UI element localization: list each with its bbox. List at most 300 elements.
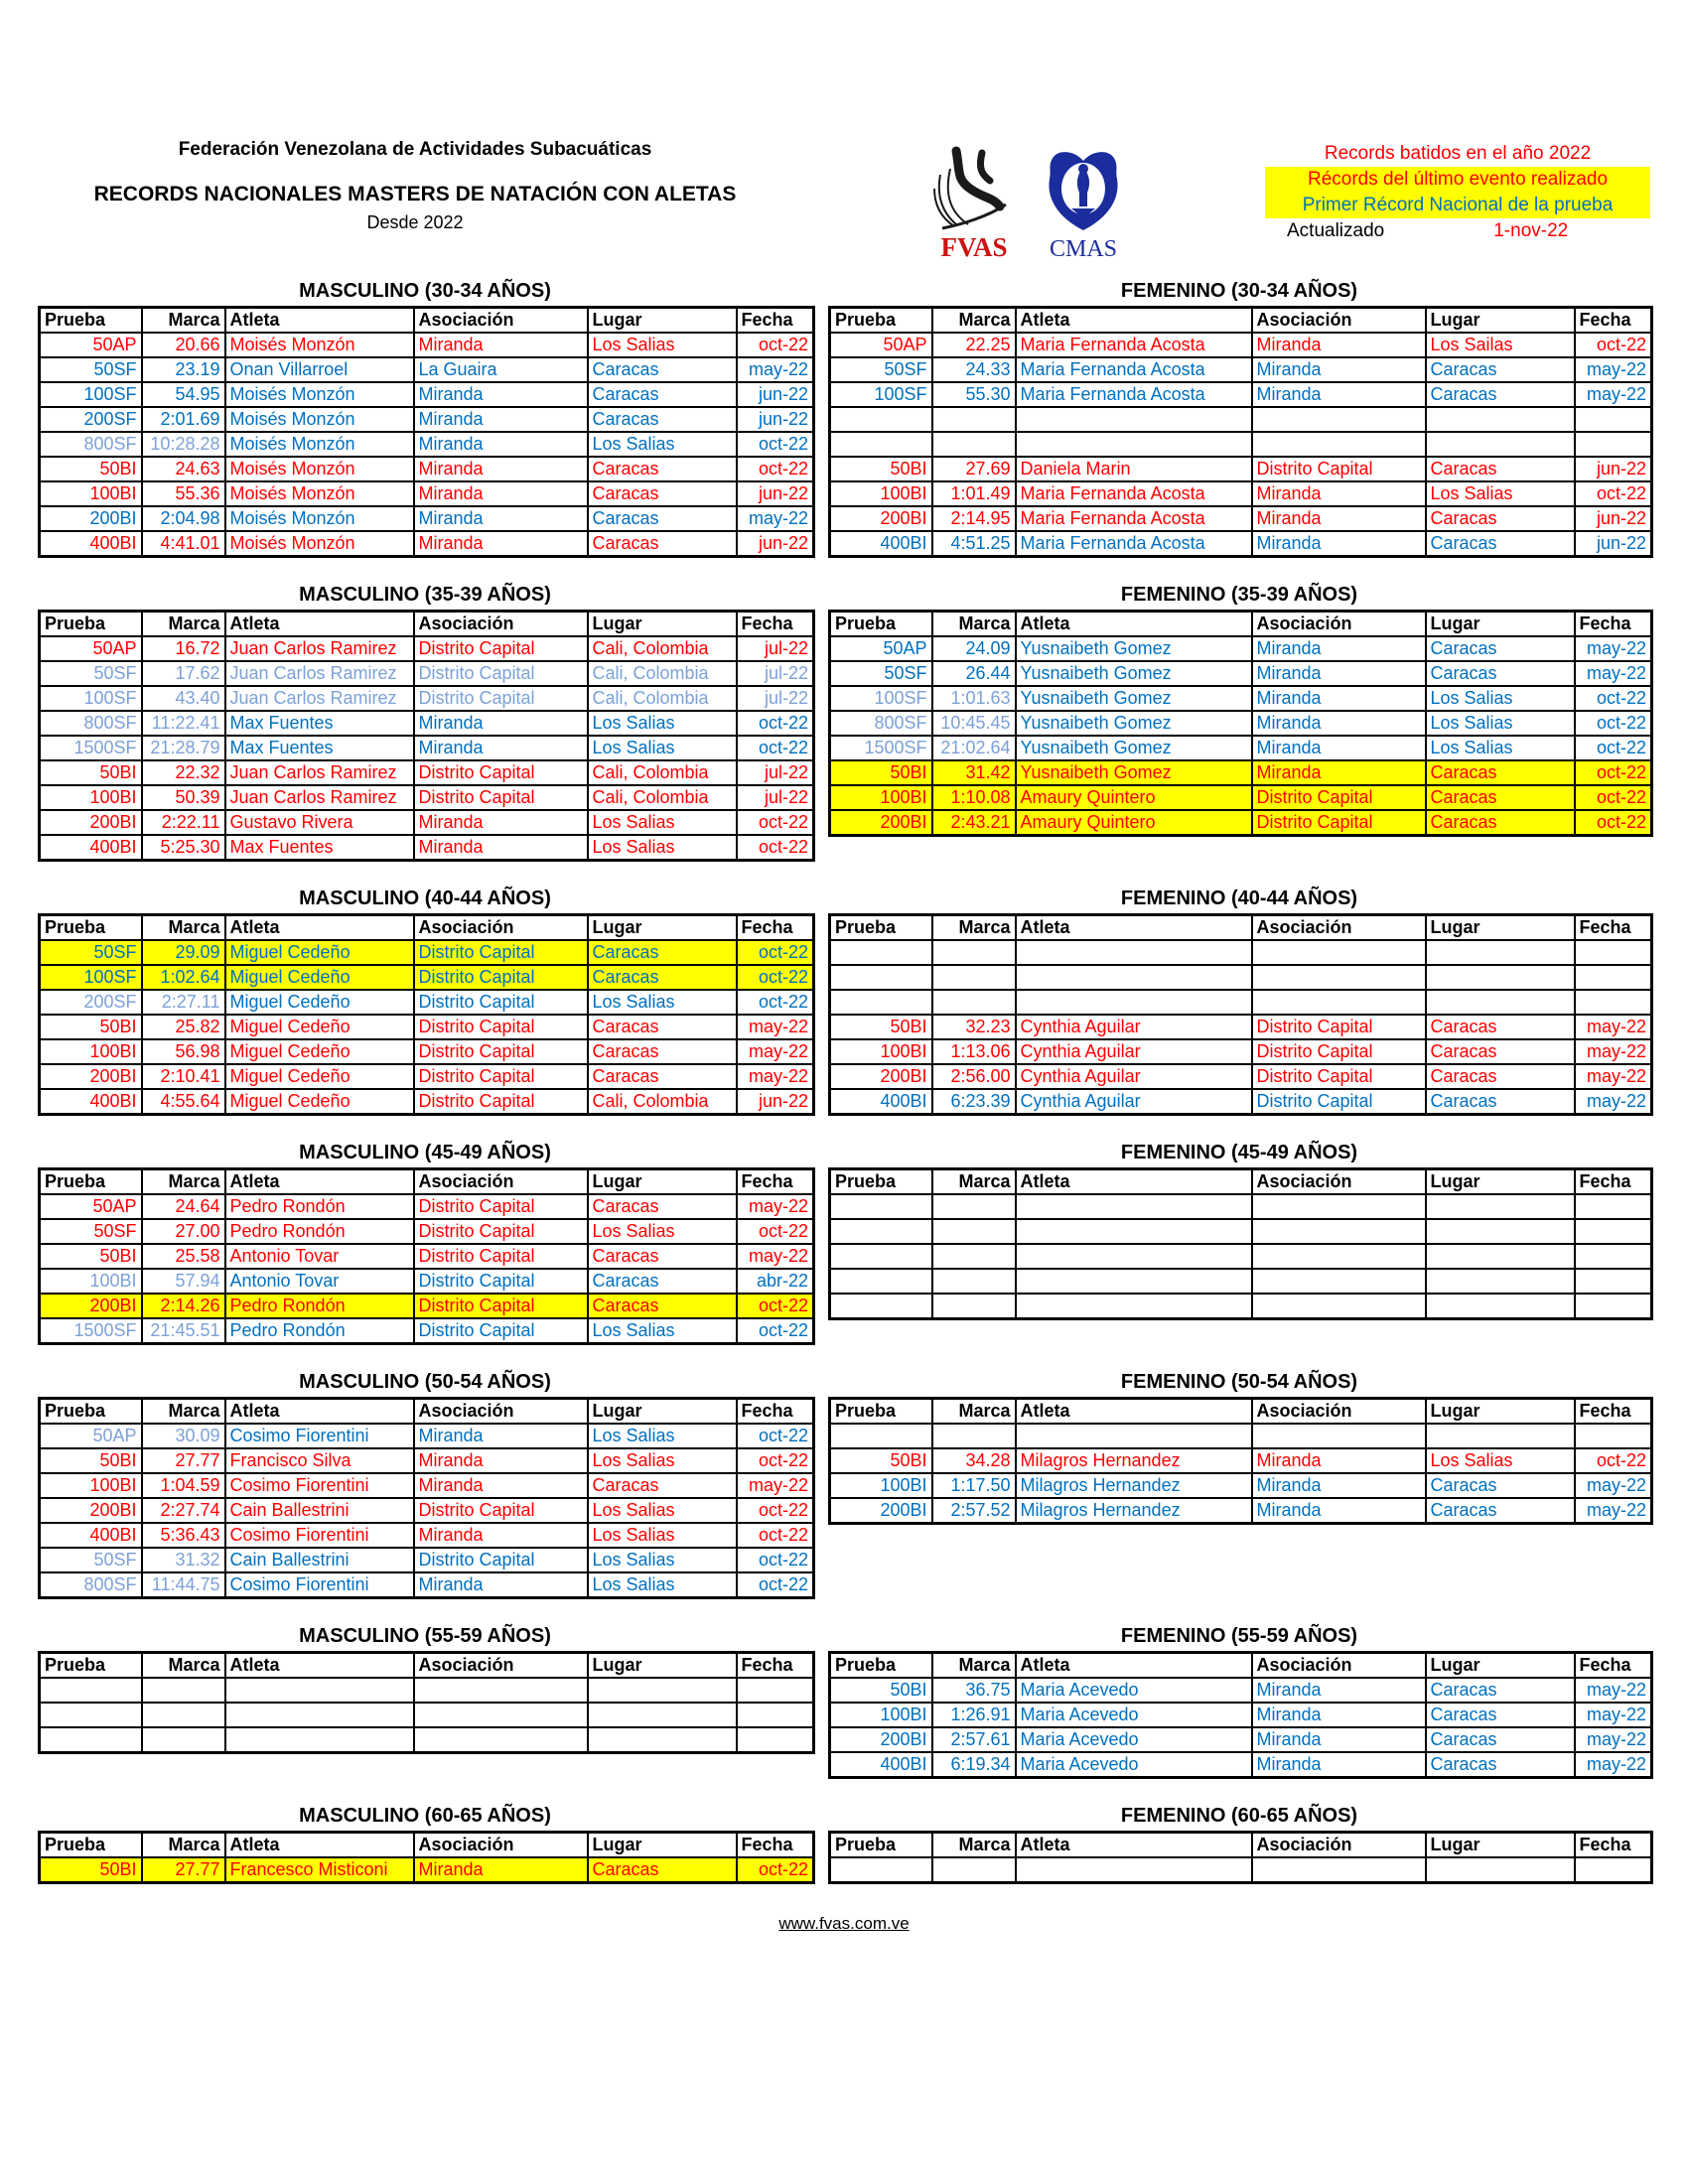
cell-fecha	[1575, 407, 1652, 432]
cell-lugar: Caracas	[588, 457, 737, 481]
cell-lugar: Los Salias	[588, 990, 737, 1015]
table-row	[830, 636, 1652, 661]
table-row	[830, 333, 1652, 357]
table-header-row	[40, 1399, 814, 1425]
cell-prueba: 50SF	[40, 1219, 142, 1244]
cell-marca: 2:27.74	[142, 1498, 225, 1523]
cell-marca: 25.82	[142, 1015, 225, 1039]
table-row	[40, 481, 814, 506]
cell-atleta	[1016, 940, 1252, 965]
table-row	[40, 940, 814, 965]
cell-asociacion: Distrito Capital	[1252, 810, 1426, 836]
cell-atleta: Antonio Tovar	[225, 1244, 414, 1269]
table-header-row	[830, 308, 1652, 334]
cell-atleta: Cain Ballestrini	[225, 1498, 414, 1523]
cell-marca: 30.09	[142, 1424, 225, 1448]
section-row	[38, 1805, 1650, 1884]
cell-prueba: 50BI	[830, 457, 932, 481]
cell-fecha: may-22	[1575, 1752, 1652, 1778]
cell-asociacion: Distrito Capital	[414, 760, 588, 785]
table-row	[40, 1089, 814, 1115]
cell-lugar	[1426, 965, 1575, 990]
cell-prueba: 100BI	[830, 785, 932, 810]
cell-marca: 4:55.64	[142, 1089, 225, 1115]
cell-lugar: Caracas	[1426, 636, 1575, 661]
column-header: Atleta	[1016, 915, 1252, 941]
cell-asociacion: Distrito Capital	[414, 1194, 588, 1219]
cell-atleta	[225, 1678, 414, 1703]
column-header: Prueba	[40, 915, 142, 941]
legend-item: Récords del último evento realizado	[1265, 167, 1650, 193]
cell-asociacion	[1252, 1269, 1426, 1294]
cell-atleta: Cain Ballestrini	[225, 1548, 414, 1572]
cell-marca: 11:44.75	[142, 1572, 225, 1598]
cell-lugar: Los Salias	[588, 1548, 737, 1572]
column-header: Marca	[932, 1833, 1016, 1858]
cell-lugar: Caracas	[1426, 457, 1575, 481]
cell-atleta: Maria Fernanda Acosta	[1016, 333, 1252, 357]
cell-lugar	[1426, 1857, 1575, 1883]
table-row	[830, 457, 1652, 481]
cell-prueba: 50AP	[40, 1424, 142, 1448]
cell-marca: 1:02.64	[142, 965, 225, 990]
cell-asociacion	[1252, 1294, 1426, 1319]
cell-fecha: oct-22	[1575, 333, 1652, 357]
cell-lugar: Caracas	[588, 940, 737, 965]
updated-date: 1-nov-22	[1493, 220, 1569, 241]
column-header: Lugar	[588, 1653, 737, 1679]
cell-lugar: Caracas	[1426, 1727, 1575, 1752]
column-header: Asociación	[1252, 915, 1426, 941]
cell-fecha: oct-22	[737, 835, 814, 861]
records-table-block-male	[38, 1625, 812, 1754]
column-header: Marca	[142, 1653, 225, 1679]
cell-lugar: Caracas	[588, 1015, 737, 1039]
cell-fecha: oct-22	[737, 965, 814, 990]
cell-asociacion: Distrito Capital	[1252, 785, 1426, 810]
column-header: Fecha	[1575, 1169, 1652, 1195]
cell-marca	[932, 990, 1016, 1015]
table-row	[830, 1703, 1652, 1727]
cell-lugar: Caracas	[1426, 1064, 1575, 1089]
cell-marca: 4:41.01	[142, 531, 225, 557]
cell-asociacion	[1252, 432, 1426, 457]
cell-atleta: Maria Acevedo	[1016, 1678, 1252, 1703]
column-header: Marca	[142, 1169, 225, 1195]
cell-prueba: 100BI	[40, 1269, 142, 1294]
cell-fecha: oct-22	[737, 1448, 814, 1473]
footer	[38, 1914, 1650, 1934]
cell-prueba: 50BI	[40, 1857, 142, 1883]
cell-prueba: 50SF	[830, 661, 932, 686]
table-row	[830, 1473, 1652, 1498]
records-table	[38, 1397, 815, 1599]
cell-fecha	[1575, 1219, 1652, 1244]
cell-asociacion	[1252, 1857, 1426, 1883]
cell-marca: 24.63	[142, 457, 225, 481]
cell-lugar: Caracas	[588, 1473, 737, 1498]
column-header: Marca	[932, 1653, 1016, 1679]
column-header: Prueba	[40, 1653, 142, 1679]
cell-prueba: 50BI	[830, 1448, 932, 1473]
cell-marca: 50.39	[142, 785, 225, 810]
column-header: Lugar	[588, 612, 737, 637]
table-title: FEMENINO (35-39 AÑOS)	[1120, 584, 1358, 606]
table-row	[830, 1448, 1652, 1473]
cell-asociacion: Distrito Capital	[414, 940, 588, 965]
cell-fecha: oct-22	[737, 1424, 814, 1448]
column-header: Atleta	[225, 1833, 414, 1858]
cell-asociacion: Miranda	[1252, 1727, 1426, 1752]
table-header-row	[40, 1653, 814, 1679]
column-header: Asociación	[1252, 1169, 1426, 1195]
cell-prueba: 200BI	[40, 1294, 142, 1318]
table-header-row	[830, 1399, 1652, 1425]
cell-asociacion: Miranda	[414, 531, 588, 557]
table-row	[40, 1448, 814, 1473]
cell-asociacion: Miranda	[414, 835, 588, 861]
cell-prueba: 400BI	[40, 835, 142, 861]
column-header: Fecha	[1575, 1399, 1652, 1425]
cell-marca: 10:45.45	[932, 711, 1016, 736]
cell-marca: 26.44	[932, 661, 1016, 686]
cell-atleta	[1016, 1269, 1252, 1294]
table-header-row	[830, 612, 1652, 637]
cell-marca: 17.62	[142, 661, 225, 686]
column-header: Atleta	[225, 612, 414, 637]
cell-lugar: Caracas	[1426, 810, 1575, 836]
column-header: Atleta	[225, 915, 414, 941]
column-header: Atleta	[225, 308, 414, 334]
cell-marca: 27.69	[932, 457, 1016, 481]
cell-lugar: Los Sailas	[1426, 333, 1575, 357]
column-header: Atleta	[1016, 612, 1252, 637]
table-row-empty	[830, 990, 1652, 1015]
cell-atleta	[1016, 990, 1252, 1015]
cell-lugar: Caracas	[588, 382, 737, 407]
cell-atleta: Miguel Cedeño	[225, 965, 414, 990]
cell-marca: 1:17.50	[932, 1473, 1016, 1498]
section-row	[38, 584, 1650, 862]
cell-fecha	[1575, 1857, 1652, 1883]
cell-prueba: 200BI	[40, 1064, 142, 1089]
cell-asociacion: Distrito Capital	[414, 965, 588, 990]
table-header-row	[830, 1653, 1652, 1679]
cell-atleta: Moisés Monzón	[225, 382, 414, 407]
cell-fecha: oct-22	[737, 940, 814, 965]
cell-atleta: Juan Carlos Ramirez	[225, 760, 414, 785]
cell-atleta: Cynthia Aguilar	[1016, 1089, 1252, 1115]
table-row-empty	[830, 1269, 1652, 1294]
cell-lugar: Cali, Colombia	[588, 760, 737, 785]
cell-prueba	[830, 1294, 932, 1319]
cell-marca: 27.77	[142, 1448, 225, 1473]
column-header: Marca	[932, 308, 1016, 334]
records-table	[828, 1167, 1653, 1320]
cell-fecha: may-22	[1575, 636, 1652, 661]
cell-marca: 2:10.41	[142, 1064, 225, 1089]
cell-prueba: 200BI	[830, 506, 932, 531]
records-table	[38, 610, 815, 862]
cell-prueba: 100BI	[830, 481, 932, 506]
table-row-empty	[830, 1857, 1652, 1883]
cell-fecha: oct-22	[1575, 736, 1652, 760]
cell-prueba: 200BI	[40, 506, 142, 531]
table-row	[40, 636, 814, 661]
cell-asociacion: Miranda	[414, 1857, 588, 1883]
records-table	[828, 610, 1653, 837]
cell-marca	[932, 1294, 1016, 1319]
cell-asociacion: Distrito Capital	[1252, 457, 1426, 481]
cell-prueba: 50SF	[40, 1548, 142, 1572]
cell-prueba: 100BI	[40, 1039, 142, 1064]
cell-atleta: Cosimo Fiorentini	[225, 1424, 414, 1448]
cell-marca	[932, 1857, 1016, 1883]
cell-asociacion: Miranda	[1252, 357, 1426, 382]
cell-atleta: Cosimo Fiorentini	[225, 1572, 414, 1598]
cell-asociacion: Distrito Capital	[1252, 1015, 1426, 1039]
legend-item: Records batidos en el año 2022	[1324, 143, 1592, 164]
cell-lugar: Caracas	[1426, 1752, 1575, 1778]
cell-lugar: Caracas	[588, 965, 737, 990]
cell-prueba	[830, 1269, 932, 1294]
cell-fecha: jul-22	[737, 636, 814, 661]
cell-marca	[932, 1269, 1016, 1294]
column-header: Asociación	[414, 1399, 588, 1425]
cell-atleta: Maria Acevedo	[1016, 1752, 1252, 1778]
cell-marca: 27.00	[142, 1219, 225, 1244]
organization-name: Federación Venezolana de Actividades Subacuáticas	[178, 139, 652, 160]
table-header-row	[830, 1833, 1652, 1858]
cell-prueba	[40, 1678, 142, 1703]
cell-fecha: oct-22	[1575, 686, 1652, 711]
cell-asociacion: Miranda	[414, 407, 588, 432]
cell-marca: 2:14.95	[932, 506, 1016, 531]
cell-asociacion: Distrito Capital	[414, 1294, 588, 1318]
cell-lugar: Caracas	[588, 357, 737, 382]
cell-lugar: Los Salias	[588, 711, 737, 736]
cell-asociacion: Miranda	[1252, 382, 1426, 407]
cell-atleta: Maria Fernanda Acosta	[1016, 357, 1252, 382]
cell-atleta: Pedro Rondón	[225, 1194, 414, 1219]
cell-fecha: oct-22	[737, 1498, 814, 1523]
cell-fecha: oct-22	[737, 1219, 814, 1244]
cell-asociacion: Distrito Capital	[1252, 1039, 1426, 1064]
cell-fecha: oct-22	[737, 990, 814, 1015]
cell-prueba: 200BI	[830, 810, 932, 836]
table-row	[830, 357, 1652, 382]
cell-prueba: 50BI	[40, 1244, 142, 1269]
records-table	[828, 1397, 1653, 1525]
cell-atleta: Francesco Misticoni	[225, 1857, 414, 1883]
cell-fecha: may-22	[737, 1244, 814, 1269]
table-row	[40, 357, 814, 382]
cell-marca: 31.32	[142, 1548, 225, 1572]
cell-fecha: oct-22	[737, 1548, 814, 1572]
table-title: FEMENINO (40-44 AÑOS)	[1120, 887, 1358, 909]
cell-fecha: oct-22	[737, 457, 814, 481]
cell-asociacion: Miranda	[1252, 481, 1426, 506]
cell-asociacion: Miranda	[1252, 506, 1426, 531]
cell-prueba: 50SF	[40, 661, 142, 686]
cell-marca: 55.30	[932, 382, 1016, 407]
records-table-block-male	[38, 1805, 812, 1884]
cell-atleta: Max Fuentes	[225, 835, 414, 861]
records-table	[38, 1651, 815, 1754]
cell-marca: 10:28.28	[142, 432, 225, 457]
cell-lugar	[1426, 1269, 1575, 1294]
records-table	[38, 913, 815, 1116]
cell-prueba: 200BI	[830, 1498, 932, 1524]
column-header: Fecha	[737, 1169, 814, 1195]
record-sections	[38, 280, 1650, 1884]
table-row	[830, 711, 1652, 736]
table-row	[830, 785, 1652, 810]
cell-fecha: jun-22	[737, 407, 814, 432]
cell-atleta: Pedro Rondón	[225, 1219, 414, 1244]
cell-fecha: jul-22	[737, 760, 814, 785]
cell-marca: 56.98	[142, 1039, 225, 1064]
cell-atleta: Miguel Cedeño	[225, 1064, 414, 1089]
cell-atleta	[225, 1727, 414, 1753]
cell-asociacion	[1252, 940, 1426, 965]
cell-fecha	[737, 1727, 814, 1753]
cell-atleta: Cynthia Aguilar	[1016, 1015, 1252, 1039]
cell-atleta	[1016, 432, 1252, 457]
column-header: Fecha	[737, 915, 814, 941]
column-header: Asociación	[1252, 308, 1426, 334]
cell-asociacion: Distrito Capital	[414, 1039, 588, 1064]
cell-lugar: Los Salias	[588, 810, 737, 835]
cell-fecha: may-22	[1575, 1703, 1652, 1727]
cell-lugar: Los Salias	[1426, 481, 1575, 506]
column-header: Prueba	[830, 1399, 932, 1425]
table-row	[830, 1064, 1652, 1089]
cell-fecha: oct-22	[737, 736, 814, 760]
cell-prueba: 200BI	[830, 1064, 932, 1089]
section-row	[38, 1371, 1650, 1599]
cell-prueba	[830, 407, 932, 432]
cell-marca: 2:57.52	[932, 1498, 1016, 1524]
cell-lugar: Caracas	[1426, 1015, 1575, 1039]
table-row	[40, 1219, 814, 1244]
cell-fecha	[1575, 990, 1652, 1015]
column-header: Fecha	[1575, 612, 1652, 637]
cell-prueba: 100BI	[40, 1473, 142, 1498]
footer-link[interactable]: www.fvas.com.ve	[778, 1914, 910, 1933]
fvas-logo	[926, 145, 1022, 262]
cell-marca: 22.25	[932, 333, 1016, 357]
table-row-empty	[830, 965, 1652, 990]
cell-prueba	[830, 1219, 932, 1244]
cell-atleta: Moisés Monzón	[225, 506, 414, 531]
cell-atleta: Yusnaibeth Gomez	[1016, 736, 1252, 760]
cell-lugar: Los Salias	[1426, 736, 1575, 760]
table-row	[830, 661, 1652, 686]
cell-marca: 1:10.08	[932, 785, 1016, 810]
cell-fecha: oct-22	[737, 1294, 814, 1318]
column-header: Lugar	[1426, 1833, 1575, 1858]
cell-marca	[932, 1194, 1016, 1219]
column-header: Prueba	[830, 612, 932, 637]
cell-marca	[932, 432, 1016, 457]
table-row-empty	[830, 1424, 1652, 1448]
cell-prueba: 50BI	[830, 1015, 932, 1039]
table-row	[40, 1498, 814, 1523]
table-header-row	[40, 915, 814, 941]
cell-asociacion: Miranda	[414, 1523, 588, 1548]
column-header: Fecha	[737, 612, 814, 637]
cell-atleta: Maria Fernanda Acosta	[1016, 531, 1252, 557]
column-header: Asociación	[1252, 1653, 1426, 1679]
cell-lugar: Los Salias	[588, 1219, 737, 1244]
cell-atleta: Moisés Monzón	[225, 481, 414, 506]
column-header: Asociación	[1252, 1399, 1426, 1425]
cell-fecha: oct-22	[737, 432, 814, 457]
cell-marca: 25.58	[142, 1244, 225, 1269]
cell-atleta: Moisés Monzón	[225, 432, 414, 457]
cell-lugar: Caracas	[588, 506, 737, 531]
cell-marca	[142, 1727, 225, 1753]
table-row	[40, 531, 814, 557]
cell-prueba	[830, 940, 932, 965]
cell-lugar	[1426, 432, 1575, 457]
cell-asociacion: Miranda	[414, 481, 588, 506]
cell-fecha: may-22	[737, 1473, 814, 1498]
cell-asociacion: Miranda	[414, 736, 588, 760]
cell-prueba	[830, 965, 932, 990]
cell-fecha: oct-22	[1575, 711, 1652, 736]
cell-fecha: jul-22	[737, 661, 814, 686]
column-header: Marca	[932, 1399, 1016, 1425]
cell-marca: 6:19.34	[932, 1752, 1016, 1778]
table-row	[40, 506, 814, 531]
cell-fecha: may-22	[1575, 382, 1652, 407]
column-header: Asociación	[1252, 612, 1426, 637]
section-row	[38, 280, 1650, 558]
cell-fecha: jun-22	[1575, 506, 1652, 531]
cell-asociacion: Miranda	[1252, 636, 1426, 661]
table-title: MASCULINO (40-44 AÑOS)	[299, 887, 551, 909]
cell-marca: 1:04.59	[142, 1473, 225, 1498]
cell-fecha: may-22	[1575, 1015, 1652, 1039]
cell-fecha: jun-22	[1575, 531, 1652, 557]
cell-lugar: Los Salias	[588, 432, 737, 457]
cell-asociacion: Miranda	[1252, 686, 1426, 711]
cell-asociacion	[1252, 1194, 1426, 1219]
cell-fecha: oct-22	[1575, 760, 1652, 785]
cell-fecha: may-22	[737, 1015, 814, 1039]
column-header: Fecha	[737, 1399, 814, 1425]
table-row	[830, 481, 1652, 506]
cell-atleta: Miguel Cedeño	[225, 1039, 414, 1064]
cell-prueba: 400BI	[40, 1089, 142, 1115]
cell-lugar: Los Salias	[588, 1572, 737, 1598]
cell-atleta: Cosimo Fiorentini	[225, 1473, 414, 1498]
cell-prueba	[830, 1244, 932, 1269]
table-row-empty	[830, 407, 1652, 432]
cell-prueba: 200BI	[830, 1727, 932, 1752]
cell-marca: 24.33	[932, 357, 1016, 382]
cell-prueba	[40, 1703, 142, 1727]
column-header: Lugar	[588, 1399, 737, 1425]
cell-lugar: Caracas	[588, 1194, 737, 1219]
cell-lugar	[1426, 990, 1575, 1015]
cell-lugar: Caracas	[1426, 382, 1575, 407]
cell-fecha: oct-22	[737, 1318, 814, 1344]
column-header: Prueba	[40, 1399, 142, 1425]
column-header: Atleta	[225, 1169, 414, 1195]
